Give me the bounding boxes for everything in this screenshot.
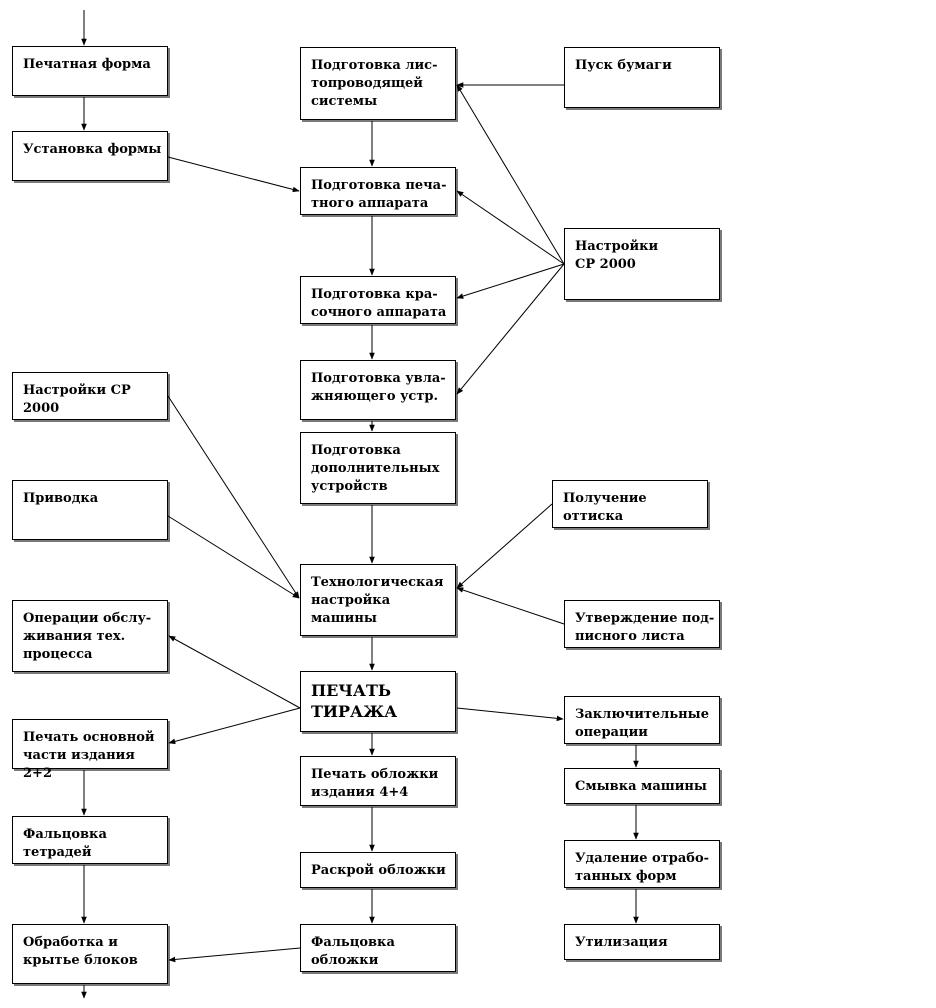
box-smyvka [564,768,720,804]
arrow-faltsovka-obl-to-obrabotka [169,948,300,960]
box-podg-uvl [300,360,456,420]
box-poluchenie [552,480,708,528]
arrow-poluchenie-to-tekh [457,504,552,588]
box-label: Заключительные операции [575,707,709,740]
box-udalenie [564,840,720,888]
box-label: Удаление отрабо- танных форм [575,851,710,884]
box-label: Подготовка печа- тного аппарата [311,178,447,211]
arrow-utverzhdenie-to-tekh [457,588,564,624]
box-pechat-tirazha [300,671,456,732]
box-zakl-operatsii [564,696,720,744]
box-label: Утверждение под- писного листа [575,611,715,644]
box-label: Подготовка кра- сочного аппарата [311,287,447,320]
arrow-nastroiki-to-kras [457,264,564,298]
box-label: Фальцовка обложки [311,935,395,968]
box-utilizatsiya [564,924,720,960]
box-label: Фальцовка тетрадей [23,827,107,860]
arrow-nastroiki-to-list [457,85,564,264]
box-label: Настройки СР 2000 [23,383,131,416]
box-label: Пуск бумаги [575,58,672,73]
arrow-nastroiki-to-uvl [457,264,564,394]
box-utverzhdenie [564,600,720,648]
box-pechat-osnovnoi [12,719,168,781]
box-raskroi [300,852,456,888]
arrow-privodka-to-tekh [168,516,299,598]
box-label: Подготовка лис- топроводящей системы [311,58,438,109]
box-faltsovka-oblozhki [300,924,456,972]
box-label: Печать обложки издания 4+4 [311,767,439,800]
box-pusk-bumagi [564,47,720,108]
arrow-nastroiki-left-to-tekh [168,396,299,598]
box-podg-pech [300,167,456,215]
box-label: Печатная форма [23,57,151,72]
box-nastroiki-cp-left [12,372,168,420]
box-label: Утилизация [575,935,668,950]
arrow-ustanovka-to-podg-pech [168,157,299,191]
box-pechatnaya-forma [12,46,168,96]
box-operatsii [12,600,168,672]
box-label: Печать основной части издания 2+2 [23,730,155,781]
box-podg-list [300,47,456,120]
box-ustanovka-formy [12,131,168,181]
box-label: Обработка и крытье блоков [23,935,138,968]
box-faltsovka-tetradei [12,816,168,864]
box-nastroiki-cp-right [564,228,720,300]
box-tekh-nastroika [300,564,456,636]
arrow-tirazh-to-zakl [457,708,563,719]
box-label: Смывка машины [575,779,707,794]
box-label: Подготовка дополнительных устройств [311,443,440,494]
box-label: Приводка [23,491,99,506]
box-label: Операции обслу- живания тех. процесса [23,611,152,662]
box-podg-kras [300,276,456,324]
arrow-tirazh-to-operatsii [169,636,300,708]
box-privodka [12,480,168,540]
box-pechat-oblozhki [300,756,456,806]
box-label: Технологическая настройка машины [311,575,444,626]
arrow-tirazh-to-pechat-osn [169,708,300,743]
box-label: Подготовка увла- жняющего устр. [311,371,446,404]
box-label: Раскрой обложки [311,863,446,878]
box-obrabotka-blokov [12,924,168,984]
box-label: Настройки СР 2000 [575,239,659,272]
box-label: ПЕЧАТЬ ТИРАЖА [311,681,398,721]
box-podg-dop [300,432,456,504]
box-label: Получение оттиска [563,491,647,524]
box-label: Установка формы [23,142,162,157]
arrow-nastroiki-to-pech [457,191,564,264]
